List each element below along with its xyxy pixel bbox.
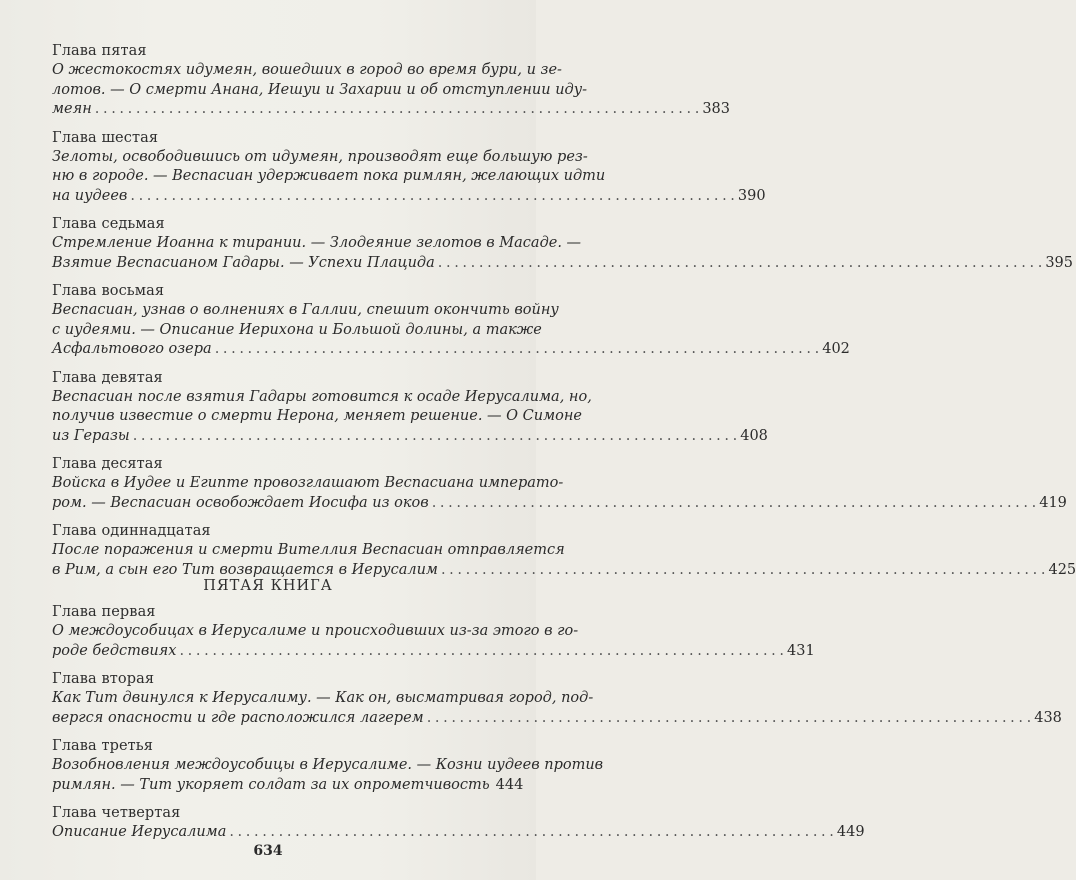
page-ref: 408 — [740, 427, 768, 444]
chapter-description — [52, 622, 815, 661]
chapter-description — [52, 823, 865, 843]
description-text: Взятие Веспасианом Гадары. — Успехи Плацида — [52, 254, 435, 271]
dot-leader — [179, 642, 784, 662]
chapter-title: Глава пятая — [52, 43, 147, 59]
toc-entry — [52, 369, 768, 447]
description-text: Стремление Иоанна к тирании. — Злодеяние зелотов в Масаде. — — [52, 235, 582, 251]
toc-entry — [52, 42, 730, 120]
description-text: в Рим, а сын его Тит возвращается в Иерусалим — [52, 561, 438, 578]
description-line — [52, 494, 1067, 514]
description-text: меян — [52, 101, 92, 117]
description-text: Войска в Иудее и Египте провозглашают Веспасиана императо- — [52, 475, 564, 491]
description-text: Зелоты, освободившись от идумеян, производят еще большую рез- — [52, 148, 588, 165]
description-line — [52, 321, 542, 341]
description-line — [52, 61, 562, 81]
description-line — [52, 388, 592, 408]
page-number: 634 — [253, 843, 283, 859]
page-ref: 438 — [1034, 709, 1062, 726]
dot-leader — [229, 823, 834, 843]
chapter-title: Глава седьмая — [52, 216, 165, 232]
description-text: Возобновления междоусобицы в Иерусалиме. — Козни иудеев против — [52, 757, 604, 773]
chapter-description — [52, 474, 1067, 513]
chapter-title: Глава десятая — [52, 456, 163, 472]
description-text: Асфальтового озера — [52, 341, 212, 357]
page-ref: 383 — [702, 101, 730, 117]
description-text: получив известие о смерти Нерона, меняет решение. — О Симоне — [52, 408, 582, 424]
chapter-description — [52, 689, 1062, 728]
description-line — [52, 81, 588, 101]
description-line — [52, 756, 604, 776]
description-text: ню в городе. — Веспасиан удерживает пока римлян, желающих идти — [52, 168, 606, 184]
chapter-description — [52, 301, 850, 360]
chapter-description — [52, 61, 730, 120]
page-ref: 390 — [737, 187, 766, 204]
dot-leader — [133, 427, 738, 447]
dot-leader — [95, 100, 700, 120]
description-line — [52, 407, 582, 427]
toc-entry — [52, 215, 1073, 273]
description-line — [52, 100, 730, 120]
toc-entry — [52, 737, 604, 795]
description-text: О междоусобицах в Иерусалиме и происходивших из-за этого в го- — [52, 623, 579, 639]
description-line — [52, 427, 768, 447]
chapter-title: Глава восьмая — [52, 283, 165, 299]
description-line — [52, 776, 524, 796]
description-text: вергся опасности и где расположился лагерем — [52, 709, 424, 726]
description-line — [52, 689, 594, 709]
chapter-title: Глава четвертая — [52, 805, 181, 821]
toc-entry — [52, 282, 850, 360]
description-text: с иудеями. — Описание Иерихона и Большой долины, а также — [52, 321, 542, 338]
chapter-description — [52, 234, 1073, 273]
description-line — [52, 167, 606, 187]
page-ref: 402 — [822, 341, 850, 357]
chapter-title: Глава одиннадцатая — [52, 523, 211, 539]
description-line — [52, 254, 1073, 274]
page-ref: 449 — [836, 824, 865, 840]
dot-leader — [130, 187, 735, 207]
description-line — [52, 148, 588, 168]
chapter-title: Глава шестая — [52, 129, 159, 146]
description-text: на иудеев — [52, 187, 128, 204]
description-line — [52, 823, 865, 843]
page-ref: 431 — [787, 642, 815, 659]
toc-entry — [52, 129, 766, 207]
description-line — [52, 187, 766, 207]
description-line — [52, 709, 1062, 729]
description-text: После поражения и смерти Вителлия Веспасиан отправляется — [52, 542, 565, 558]
toc-entry — [52, 670, 1062, 728]
chapter-description — [52, 541, 1076, 580]
chapter-title: Глава вторая — [52, 671, 155, 687]
description-line — [52, 642, 815, 662]
description-line — [52, 340, 850, 360]
page-ref: 395 — [1045, 254, 1073, 271]
description-text: О жестокостях идумеян, вошедших в город во время бури, и зе- — [52, 62, 562, 78]
description-text: из Геразы — [52, 427, 130, 444]
page-ref: 419 — [1039, 494, 1067, 511]
table-of-contents-book-5 — [52, 603, 1062, 852]
toc-entry — [52, 455, 1067, 513]
chapter-description — [52, 388, 768, 447]
description-text: Веспасиан, узнав о волнениях в Галлии, спешит окончить войну — [52, 302, 559, 318]
description-text: роде бедствиях — [52, 642, 177, 659]
book-title: ПЯТАЯ КНИГА — [203, 578, 333, 594]
description-line — [52, 234, 582, 254]
dot-leader — [438, 254, 1043, 274]
description-line — [52, 622, 579, 642]
dot-leader — [432, 494, 1037, 514]
description-text: Как Тит двинулся к Иерусалиму. — Как он, высматривая город, под- — [52, 690, 594, 706]
table-of-contents-book-4 — [52, 42, 1076, 589]
chapter-description — [52, 148, 766, 207]
description-text: лотов. — О смерти Анана, Иешуи и Захарии и об отступлении иду- — [52, 81, 588, 98]
description-line — [52, 474, 564, 494]
toc-entry — [52, 804, 865, 843]
description-text: ром. — Веспасиан освобождает Иосифа из оков — [52, 494, 429, 511]
dot-leader — [215, 340, 820, 360]
description-text: Описание Иерусалима — [52, 824, 227, 840]
page-ref: 425 — [1048, 561, 1076, 578]
dot-leader — [427, 709, 1032, 729]
toc-entry — [52, 603, 815, 661]
description-text: римлян. — Тит укоряет солдат за их опрометчивость — [52, 776, 490, 793]
chapter-title: Глава третья — [52, 738, 154, 754]
chapter-description — [52, 756, 604, 795]
toc-entry — [52, 522, 1076, 580]
chapter-title: Глава девятая — [52, 369, 163, 386]
description-line — [52, 301, 559, 321]
page-ref: 444 — [495, 776, 524, 793]
description-line — [52, 541, 565, 561]
chapter-title: Глава первая — [52, 604, 156, 620]
description-text: Веспасиан после взятия Гадары готовится к осаде Иерусалима, но, — [52, 388, 592, 405]
